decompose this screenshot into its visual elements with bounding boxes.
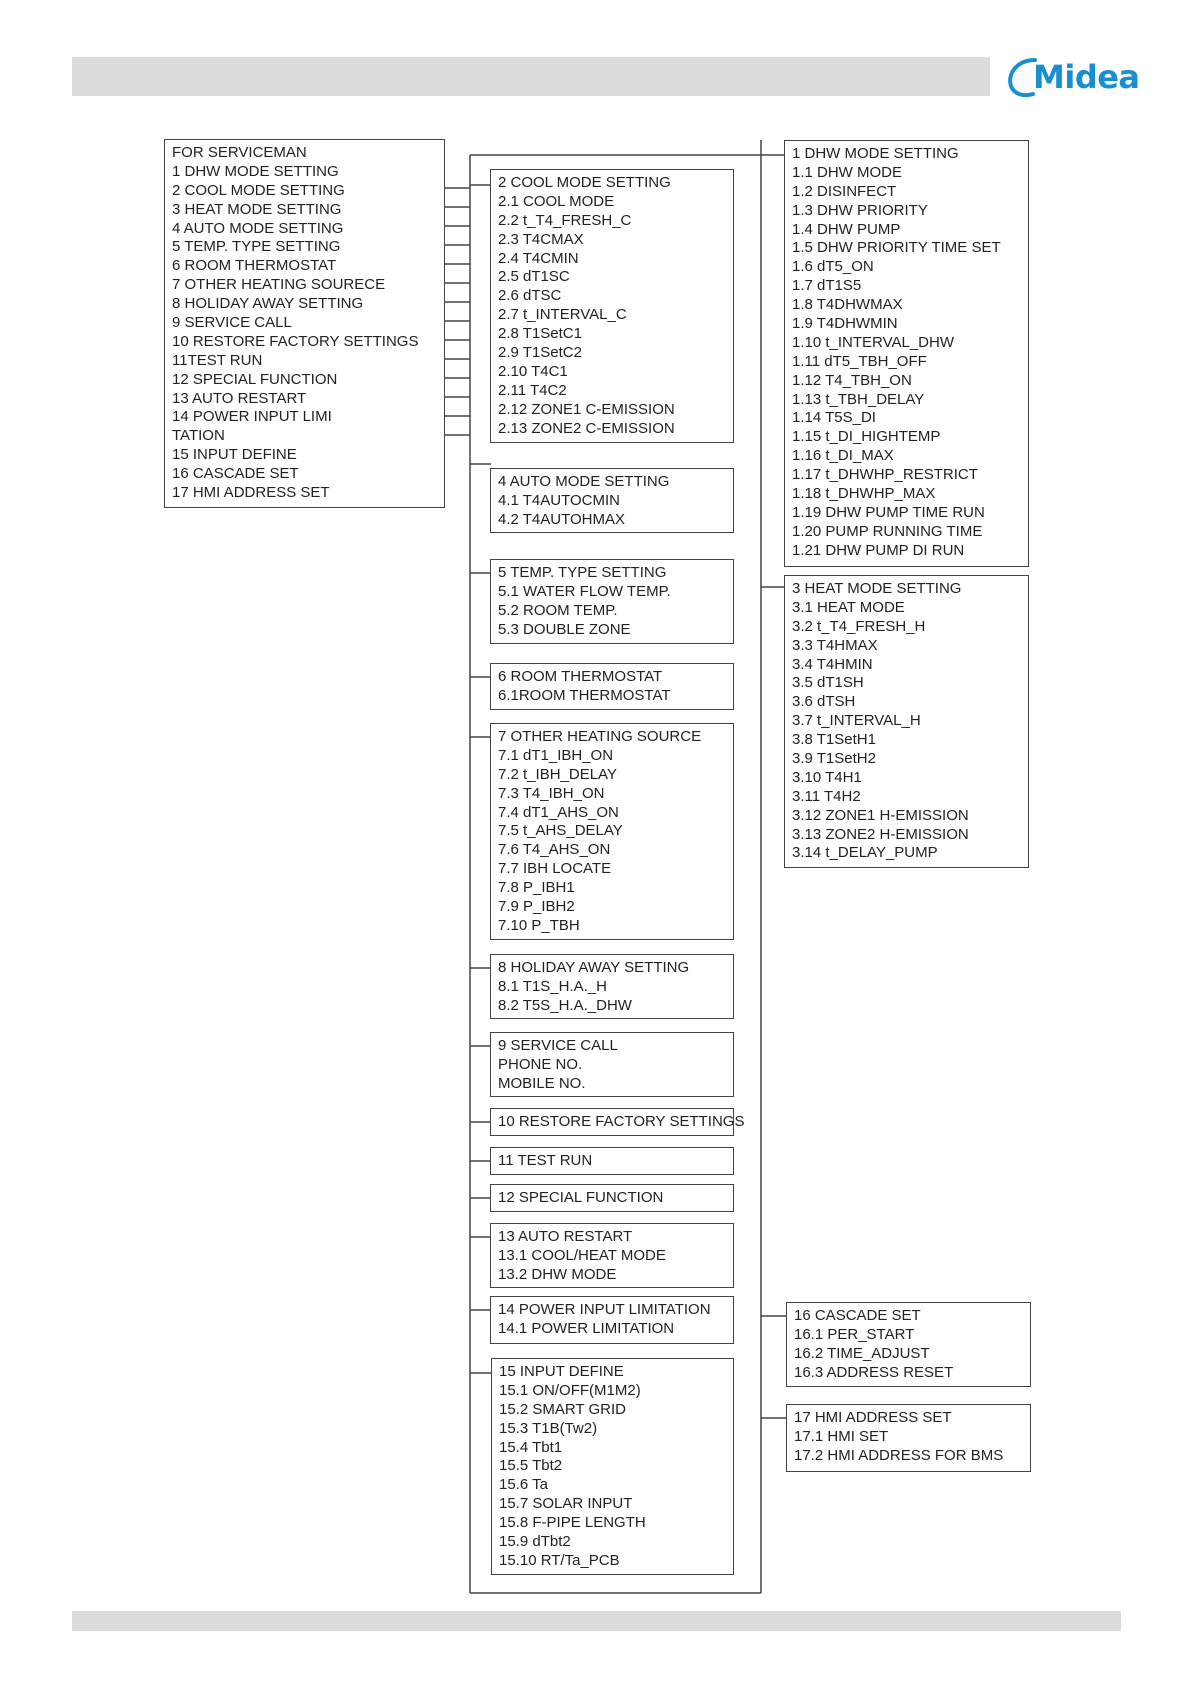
heat-mode-item[interactable]: 3.14 t_DELAY_PUMP <box>792 844 938 862</box>
other-heating-item[interactable]: 7.10 P_TBH <box>498 916 580 934</box>
heat-mode-item[interactable]: 3.6 dTSH <box>792 693 856 711</box>
main-menu-item[interactable]: 4 AUTO MODE SETTING <box>172 219 344 237</box>
other-heating-item[interactable]: 7.7 IBH LOCATE <box>498 860 612 878</box>
main-menu-item[interactable]: 15 INPUT DEFINE <box>172 446 297 464</box>
cool-mode-box <box>490 169 734 443</box>
main-menu-item[interactable]: 12 SPECIAL FUNCTION <box>172 370 338 388</box>
holiday-away-box <box>490 954 734 1019</box>
temp-type-item[interactable]: 5.3 DOUBLE ZONE <box>498 620 631 638</box>
restore-factory-box[interactable] <box>490 1108 745 1136</box>
room-thermostat-header: 6 ROOM THERMOSTAT <box>498 668 663 685</box>
dhw-mode-item[interactable]: 1.19 DHW PUMP TIME RUN <box>792 503 985 521</box>
input-define-item[interactable]: 15.1 ON/OFF(M1M2) <box>499 1381 641 1399</box>
cool-mode-header: 2 COOL MODE SETTING <box>498 174 671 191</box>
heat-mode-item[interactable]: 3.3 T4HMAX <box>792 636 878 654</box>
cool-mode-item[interactable]: 2.12 ZONE1 C-EMISSION <box>498 400 675 418</box>
main-menu-box <box>164 139 445 508</box>
heat-mode-item[interactable]: 3.2 t_T4_FRESH_H <box>792 617 926 635</box>
input-define-item[interactable]: 15.4 Tbt1 <box>499 1438 563 1456</box>
heat-mode-item[interactable]: 3.11 T4H2 <box>792 787 861 805</box>
cool-mode-item[interactable]: 2.7 t_INTERVAL_C <box>498 306 627 324</box>
temp-type-item[interactable]: 5.2 ROOM TEMP. <box>498 601 618 619</box>
service-call-item[interactable]: MOBILE NO. <box>498 1074 586 1092</box>
dhw-mode-item[interactable]: 1.5 DHW PRIORITY TIME SET <box>792 239 1001 257</box>
service-call-header: 9 SERVICE CALL <box>498 1037 618 1054</box>
main-menu-item[interactable]: 6 ROOM THERMOSTAT <box>172 257 337 275</box>
room-thermostat-item[interactable]: 6.1ROOM THERMOSTAT <box>498 686 671 704</box>
power-input-header: 14 POWER INPUT LIMITATION <box>498 1301 711 1318</box>
dhw-mode-item[interactable]: 1.20 PUMP RUNNING TIME <box>792 522 983 540</box>
main-menu-item[interactable]: 3 HEAT MODE SETTING <box>172 200 342 218</box>
input-define-item[interactable]: 15.7 SOLAR INPUT <box>499 1495 633 1513</box>
hmi-address-item[interactable]: 17.2 HMI ADDRESS FOR BMS <box>794 1446 1004 1464</box>
dhw-mode-item[interactable]: 1.6 dT5_ON <box>792 258 874 276</box>
main-menu-item[interactable]: 8 HOLIDAY AWAY SETTING <box>172 295 364 313</box>
main-menu-item[interactable]: 17 HMI ADDRESS SET <box>172 484 330 502</box>
heat-mode-item[interactable]: 3.8 T1SetH1 <box>792 731 876 749</box>
input-define-box <box>491 1358 734 1575</box>
temp-type-item[interactable]: 5.1 WATER FLOW TEMP. <box>498 582 671 600</box>
special-function-box[interactable] <box>490 1184 734 1212</box>
dhw-mode-item[interactable]: 1.10 t_INTERVAL_DHW <box>792 333 955 351</box>
hmi-address-set-box <box>786 1404 1031 1472</box>
holiday-away-item[interactable]: 8.1 T1S_H.A._H <box>498 977 607 995</box>
input-define-item[interactable]: 15.5 Tbt2 <box>499 1457 563 1475</box>
restore-factory-label: 10 RESTORE FACTORY SETTINGS <box>498 1113 745 1130</box>
main-menu-item[interactable]: 2 COOL MODE SETTING <box>172 181 345 199</box>
dhw-mode-item[interactable]: 1.18 t_DHWHP_MAX <box>792 485 936 503</box>
cool-mode-item[interactable]: 2.3 T4CMAX <box>498 230 584 248</box>
dhw-mode-item[interactable]: 1.4 DHW PUMP <box>792 220 901 238</box>
cool-mode-item[interactable]: 2.5 dT1SC <box>498 268 570 286</box>
input-define-item[interactable]: 15.9 dTbt2 <box>499 1533 571 1551</box>
dhw-mode-item[interactable]: 1.3 DHW PRIORITY <box>792 201 928 219</box>
other-heating-item[interactable]: 7.1 dT1_IBH_ON <box>498 746 614 764</box>
dhw-mode-item[interactable]: 1.11 dT5_TBH_OFF <box>792 352 927 370</box>
input-define-header: 15 INPUT DEFINE <box>499 1363 624 1380</box>
other-heating-item[interactable]: 7.8 P_IBH1 <box>498 879 575 897</box>
special-function-label: 12 SPECIAL FUNCTION <box>498 1189 664 1206</box>
auto-restart-box <box>490 1223 734 1288</box>
test-run-box[interactable] <box>490 1147 734 1175</box>
input-define-item[interactable]: 15.6 Ta <box>499 1476 548 1494</box>
heat-mode-item[interactable]: 3.9 T1SetH2 <box>792 750 876 768</box>
other-heating-item[interactable]: 7.4 dT1_AHS_ON <box>498 803 619 821</box>
auto-mode-header: 4 AUTO MODE SETTING <box>498 473 670 490</box>
dhw-mode-item[interactable]: 1.9 T4DHWMIN <box>792 315 898 333</box>
main-menu-item[interactable]: 13 AUTO RESTART <box>172 389 307 407</box>
heat-mode-item[interactable]: 3.1 HEAT MODE <box>792 598 905 616</box>
input-define-item[interactable]: 15.10 RT/Ta_PCB <box>499 1551 620 1569</box>
cascade-set-item[interactable]: 16.3 ADDRESS RESET <box>794 1363 954 1381</box>
cascade-set-item[interactable]: 16.1 PER_START <box>794 1325 915 1343</box>
auto-mode-item[interactable]: 4.2 T4AUTOHMAX <box>498 510 625 528</box>
brand-logo-text: Midea <box>1033 58 1140 96</box>
heat-mode-item[interactable]: 3.12 ZONE1 H-EMISSION <box>792 806 969 824</box>
dhw-mode-item[interactable]: 1.1 DHW MODE <box>792 163 903 181</box>
dhw-mode-item[interactable]: 1.12 T4_TBH_ON <box>792 371 912 389</box>
main-menu-item[interactable]: TATION <box>172 427 225 445</box>
heat-mode-item[interactable]: 3.4 T4HMIN <box>792 655 873 673</box>
main-menu-item[interactable]: 9 SERVICE CALL <box>172 314 292 332</box>
other-heating-item[interactable]: 7.3 T4_IBH_ON <box>498 784 605 802</box>
dhw-mode-item[interactable]: 1.16 t_DI_MAX <box>792 447 894 465</box>
cool-mode-item[interactable]: 2.2 t_T4_FRESH_C <box>498 211 632 229</box>
auto-mode-box <box>490 468 734 533</box>
other-heating-item[interactable]: 7.6 T4_AHS_ON <box>498 841 611 859</box>
service-call-box <box>490 1032 734 1097</box>
main-menu-item[interactable]: 7 OTHER HEATING SOURECE <box>172 276 386 294</box>
cool-mode-item[interactable]: 2.4 T4CMIN <box>498 249 579 267</box>
main-menu-item[interactable]: 10 RESTORE FACTORY SETTINGS <box>172 332 419 350</box>
dhw-mode-item[interactable]: 1.21 DHW PUMP DI RUN <box>792 541 965 559</box>
dhw-mode-item[interactable]: 1.15 t_DI_HIGHTEMP <box>792 428 941 446</box>
heat-mode-item[interactable]: 3.10 T4H1 <box>792 768 862 786</box>
input-define-item[interactable]: 15.3 T1B(Tw2) <box>499 1419 598 1437</box>
other-heating-item[interactable]: 7.5 t_AHS_DELAY <box>498 822 623 840</box>
cool-mode-item[interactable]: 2.1 COOL MODE <box>498 192 615 210</box>
temp-type-box <box>490 559 734 644</box>
cool-mode-item[interactable]: 2.11 T4C2 <box>498 381 567 399</box>
cascade-set-item[interactable]: 16.2 TIME_ADJUST <box>794 1344 930 1362</box>
other-heating-item[interactable]: 7.9 P_IBH2 <box>498 898 575 916</box>
service-call-item[interactable]: PHONE NO. <box>498 1055 583 1073</box>
auto-restart-item[interactable]: 13.1 COOL/HEAT MODE <box>498 1246 666 1264</box>
other-heating-source-box <box>490 723 734 940</box>
hmi-address-item[interactable]: 17.1 HMI SET <box>794 1427 889 1445</box>
input-define-item[interactable]: 15.8 F-PIPE LENGTH <box>499 1514 646 1532</box>
auto-restart-header: 13 AUTO RESTART <box>498 1228 633 1245</box>
power-input-limitation-box <box>490 1296 734 1344</box>
cool-mode-item[interactable]: 2.9 T1SetC2 <box>498 344 582 362</box>
holiday-away-header: 8 HOLIDAY AWAY SETTING <box>498 959 690 976</box>
test-run-label: 11 TEST RUN <box>498 1152 593 1169</box>
main-menu-item[interactable]: 11TEST RUN <box>172 351 263 369</box>
heat-mode-item[interactable]: 3.13 ZONE2 H-EMISSION <box>792 825 969 843</box>
other-heating-item[interactable]: 7.2 t_IBH_DELAY <box>498 765 617 783</box>
cool-mode-item[interactable]: 2.8 T1SetC1 <box>498 325 582 343</box>
cool-mode-item[interactable]: 2.6 dTSC <box>498 287 562 305</box>
main-menu-item[interactable]: 14 POWER INPUT LIMI <box>172 408 332 426</box>
heat-mode-box <box>784 575 1029 868</box>
main-menu-header: FOR SERVICEMAN <box>172 144 307 161</box>
heat-mode-header: 3 HEAT MODE SETTING <box>792 580 962 597</box>
holiday-away-item[interactable]: 8.2 T5S_H.A._DHW <box>498 996 632 1014</box>
heat-mode-item[interactable]: 3.5 dT1SH <box>792 674 864 692</box>
dhw-mode-item[interactable]: 1.13 t_TBH_DELAY <box>792 390 925 408</box>
power-input-item[interactable]: 14.1 POWER LIMITATION <box>498 1319 675 1337</box>
dhw-mode-header: 1 DHW MODE SETTING <box>792 145 959 162</box>
room-thermostat-box <box>490 663 734 710</box>
dhw-mode-item[interactable]: 1.2 DISINFECT <box>792 182 897 200</box>
auto-mode-item[interactable]: 4.1 T4AUTOCMIN <box>498 491 620 509</box>
cool-mode-item[interactable]: 2.13 ZONE2 C-EMISSION <box>498 419 675 437</box>
cool-mode-item[interactable]: 2.10 T4C1 <box>498 362 568 380</box>
main-menu-item[interactable]: 16 CASCADE SET <box>172 465 299 483</box>
auto-restart-item[interactable]: 13.2 DHW MODE <box>498 1265 617 1283</box>
main-menu-item[interactable]: 1 DHW MODE SETTING <box>172 162 339 180</box>
dhw-mode-box <box>784 140 1029 567</box>
cascade-set-box <box>786 1302 1031 1387</box>
cascade-set-header: 16 CASCADE SET <box>794 1307 921 1324</box>
input-define-item[interactable]: 15.2 SMART GRID <box>499 1400 626 1418</box>
dhw-mode-item[interactable]: 1.17 t_DHWHP_RESTRICT <box>792 466 978 484</box>
dhw-mode-item[interactable]: 1.8 T4DHWMAX <box>792 296 903 314</box>
dhw-mode-item[interactable]: 1.14 T5S_DI <box>792 409 876 427</box>
hmi-address-header: 17 HMI ADDRESS SET <box>794 1409 952 1426</box>
other-heating-header: 7 OTHER HEATING SOURCE <box>498 728 702 745</box>
temp-type-header: 5 TEMP. TYPE SETTING <box>498 564 667 581</box>
main-menu-item[interactable]: 5 TEMP. TYPE SETTING <box>172 238 341 256</box>
heat-mode-item[interactable]: 3.7 t_INTERVAL_H <box>792 712 921 730</box>
dhw-mode-item[interactable]: 1.7 dT1S5 <box>792 277 862 295</box>
